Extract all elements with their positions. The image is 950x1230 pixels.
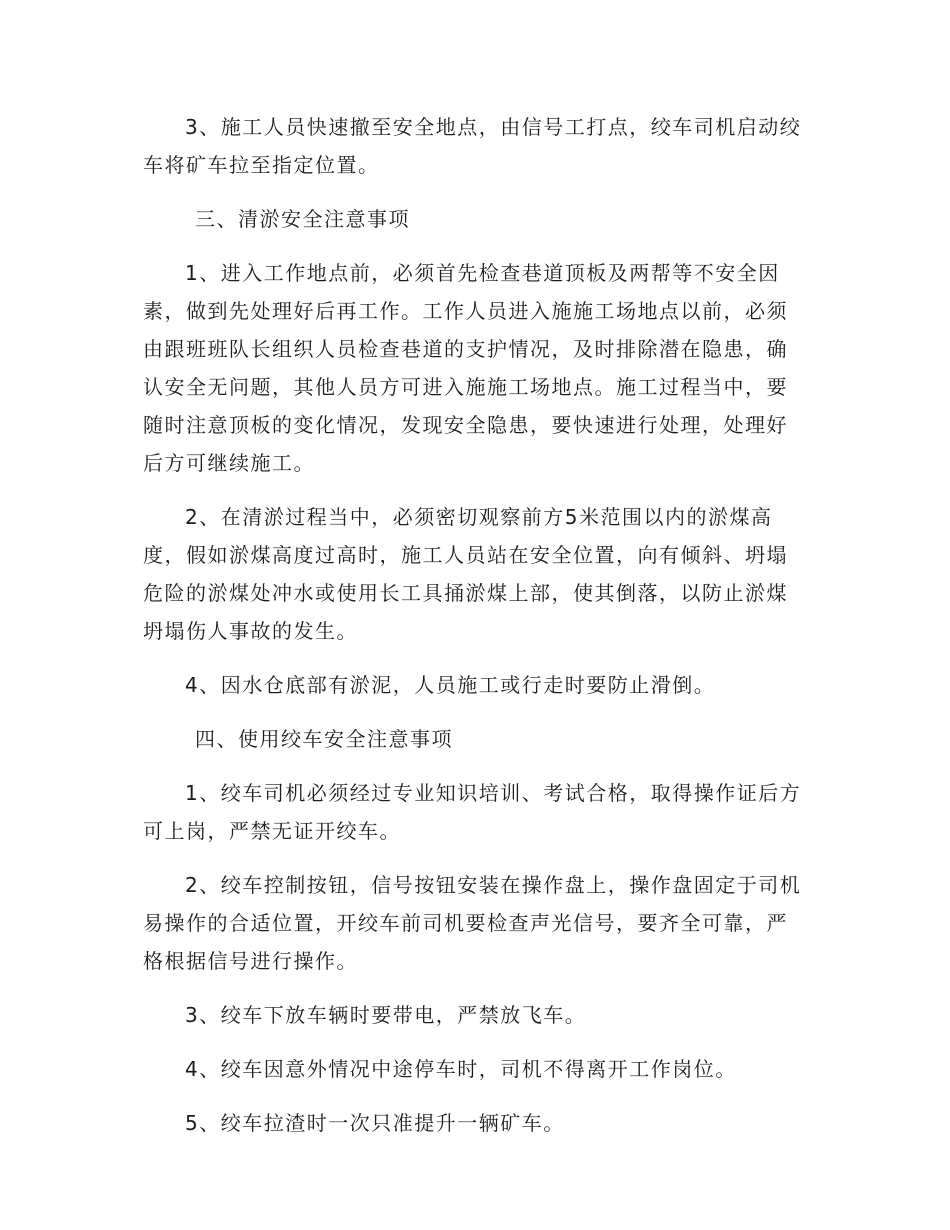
document-body	[143, 108, 808, 1158]
section-heading-winch-safety: 四、使用绞车安全注意事项	[195, 727, 453, 751]
paragraph-winch-3: 3、绞车下放车辆时要带电，严禁放飞车。	[185, 1003, 587, 1027]
paragraph-desilting-4: 4、因水仓底部有淤泥，人员施工或行走时要防止滑倒。	[185, 673, 716, 697]
paragraph-desilting-1: 1、进入工作地点前，必须首先检查巷道顶板及两帮等不安全因素，做到先处理好后再工作。工作人员进入施施工场地点以前，必须由跟班班队长组织人员检查巷道的支护情况，及时排除潜在隐患，确认安全无问题，其他人员方可进入施施工场地点。施工过程当中，要随时注意顶板的变化情况，发现安全隐患，要快速进行处理，处理好后方可继续施工。	[143, 261, 788, 475]
paragraph-step-3-retreat: 3、施工人员快速撤至安全地点，由信号工打点，绞车司机启动绞车将矿车拉至指定位置。	[143, 115, 802, 177]
paragraph-winch-2: 2、绞车控制按钮，信号按钮安装在操作盘上，操作盘固定于司机易操作的合适位置，开绞车前司机要检查声光信号，要齐全可靠，严格根据信号进行操作。	[143, 873, 802, 973]
paragraph-winch-5: 5、绞车拉渣时一次只准提升一辆矿车。	[185, 1111, 565, 1135]
section-heading-desilting-safety: 三、清淤安全注意事项	[195, 207, 410, 231]
paragraph-winch-4: 4、绞车因意外情况中途停车时，司机不得离开工作岗位。	[185, 1057, 737, 1081]
paragraph-winch-1: 1、绞车司机必须经过专业知识培训、考试合格，取得操作证后方可上岗，严禁无证开绞车。	[143, 781, 802, 843]
paragraph-desilting-2: 2、在清淤过程当中，必须密切观察前方5米范围以内的淤煤高度，假如淤煤高度过高时，施工人员站在安全位置，向有倾斜、坍塌危险的淤煤处冲水或使用长工具捅淤煤上部，使其倒落，以防止淤煤坍塌伤人事故的发生。	[143, 505, 788, 643]
